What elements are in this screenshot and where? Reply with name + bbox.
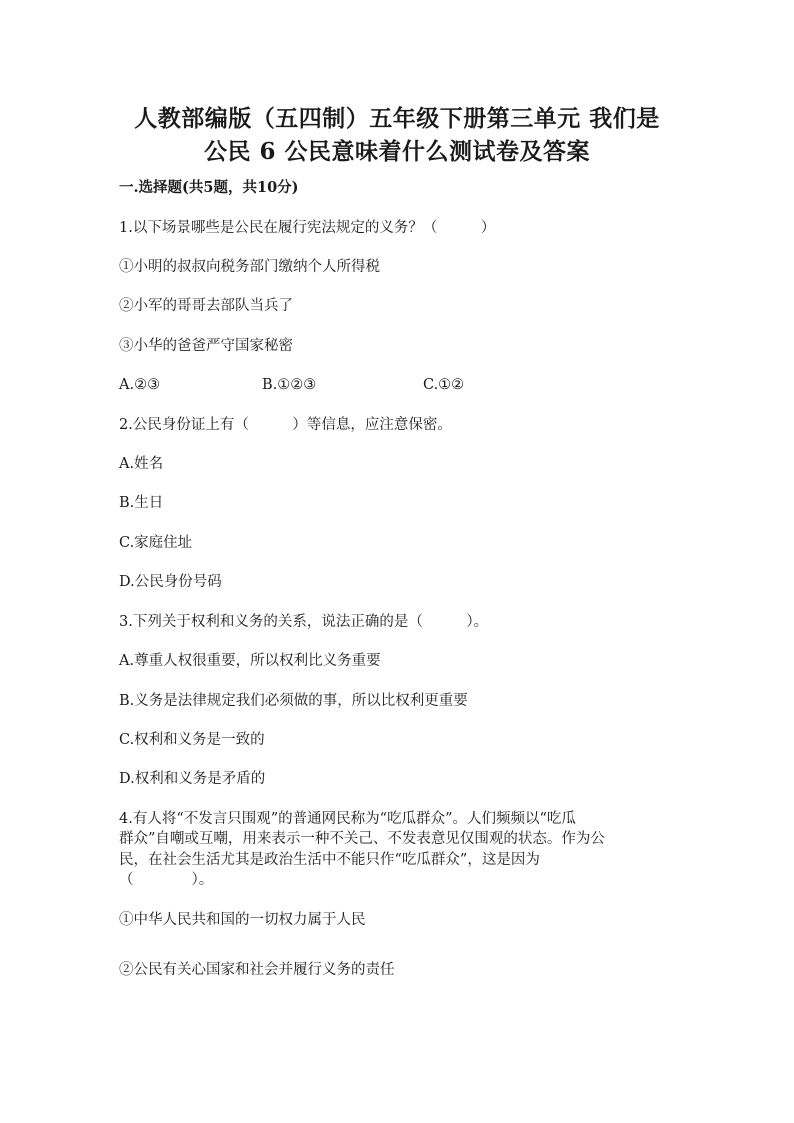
question-1-options (119, 376, 639, 394)
question-4-stem-line-2: 群众”自嘲或互嘲，用来表示一种不关己、不发表意见仅围观的状态。作为公 (119, 831, 605, 847)
question-3-option-a[interactable]: A.尊重人权很重要，所以权利比义务重要 (119, 653, 381, 669)
question-3-stem: 3.下列关于权利和义务的关系，说法正确的是（ ）。 (119, 614, 489, 630)
question-1-stem: 1.以下场景哪些是公民在履行宪法规定的义务？（ ） (119, 220, 496, 236)
question-1-option-c[interactable]: C.①② (423, 377, 465, 393)
document-title-line-2: 公民 6 公民意味着什么测试卷及答案 (203, 138, 591, 165)
question-1-option-a[interactable]: A.②③ (119, 377, 161, 393)
question-1-statement-2: ②小军的哥哥去部队当兵了 (119, 298, 293, 314)
question-3-option-b[interactable]: B.义务是法律规定我们必须做的事，所以比权利更重要 (119, 693, 468, 709)
question-2-option-c[interactable]: C.家庭住址 (119, 535, 193, 551)
question-2-option-a[interactable]: A.姓名 (119, 456, 164, 472)
question-2-stem: 2.公民身份证上有（ ）等信息，应注意保密。 (119, 417, 452, 433)
document-title-line-1: 人教部编版（五四制）五年级下册第三单元 我们是 (134, 105, 660, 132)
question-1-statement-1: ①小明的叔叔向税务部门缴纳个人所得税 (119, 259, 380, 275)
question-4-statement-2: ②公民有关心国家和社会并履行义务的责任 (119, 962, 395, 978)
question-3-option-d[interactable]: D.权利和义务是矛盾的 (119, 771, 266, 787)
question-4-stem-line-4: （ ）。 (119, 872, 214, 888)
question-2-option-b[interactable]: B.生日 (119, 495, 164, 511)
question-2-option-d[interactable]: D.公民身份号码 (119, 574, 222, 590)
section-heading: 一.选择题(共5题，共10分) (119, 179, 299, 196)
question-4-stem-line-1: 4.有人将“不发言只围观”的普通网民称为“吃瓜群众”。人们频频以“吃瓜 (119, 811, 576, 827)
question-3-option-c[interactable]: C.权利和义务是一致的 (119, 732, 265, 748)
question-4-stem-line-3: 民，在社会生活尤其是政治生活中不能只作“吃瓜群众”，这是因为 (119, 852, 540, 868)
question-1-statement-3: ③小华的爸爸严守国家秘密 (119, 338, 293, 354)
question-4-statement-1: ①中华人民共和国的一切权力属于人民 (119, 912, 366, 928)
question-1-option-b[interactable]: B.①②③ (262, 377, 317, 393)
